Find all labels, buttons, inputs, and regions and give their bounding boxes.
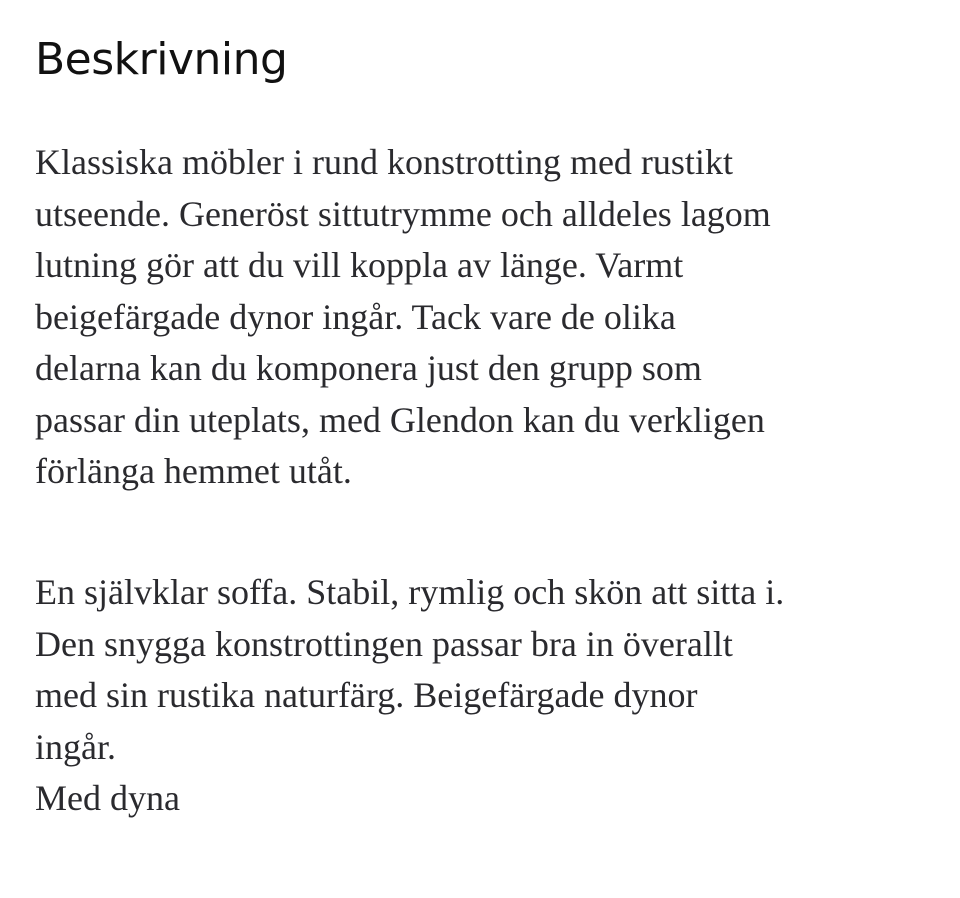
description-line: passar din uteplats, med Glendon kan du verkligen xyxy=(35,399,765,440)
description-line: utseende. Generöst sittutrymme och alldeles lagom xyxy=(35,193,771,234)
description-paragraph-1 xyxy=(35,137,935,498)
description-paragraph-2 xyxy=(35,567,935,825)
description-line: beigefärgade dynor ingår. Tack vare de olika xyxy=(35,296,676,337)
description-line: Klassiska möbler i rund konstrotting med rustikt xyxy=(35,142,733,182)
description-line: förlänga hemmet utåt. xyxy=(35,451,352,491)
description-line: lutning gör att du vill koppla av länge. Varmt xyxy=(35,245,684,285)
description-line: med sin rustika naturfärg. Beigefärgade dynor xyxy=(35,675,698,715)
description-heading: Beskrivning xyxy=(35,34,288,85)
description-line: ingår. xyxy=(35,726,116,767)
description-line: delarna kan du komponera just den grupp som xyxy=(35,348,702,388)
description-line: Den snygga konstrottingen passar bra in överallt xyxy=(35,623,733,664)
description-line: En självklar soffa. Stabil, rymlig och skön att sitta i. xyxy=(35,572,785,612)
description-line: Med dyna xyxy=(35,778,180,818)
